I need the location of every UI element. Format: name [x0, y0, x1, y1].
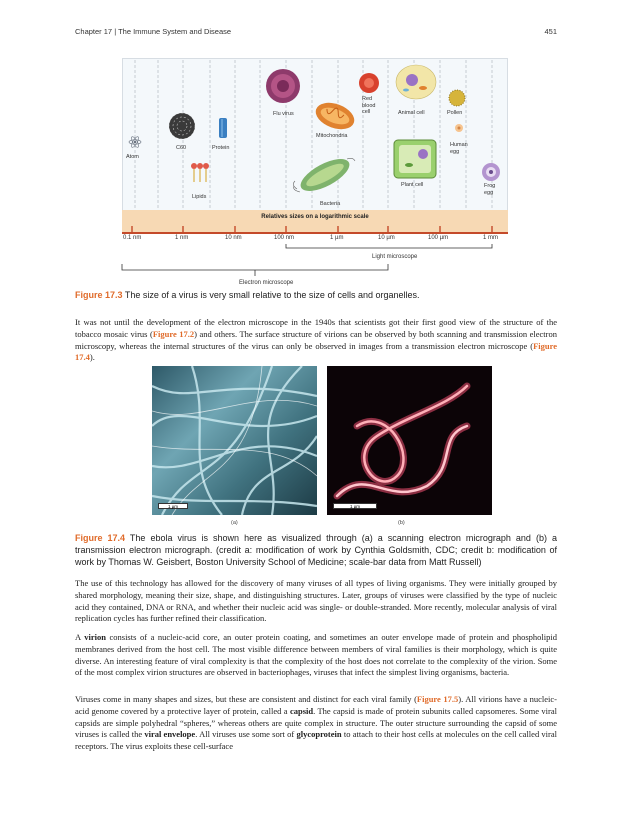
light-microscope-bracket: [286, 244, 492, 248]
label-lipids: Lipids: [192, 194, 207, 200]
label-mitochondria: Mitochondria: [316, 133, 348, 139]
label-plant-cell: Plant cell: [401, 182, 424, 188]
tick-label-3: 100 nm: [274, 235, 295, 241]
tick-label-6: 100 µm: [428, 235, 449, 241]
figure-17-2-link[interactable]: Figure 17.2: [152, 328, 195, 339]
term-viral-envelope: viral envelope: [144, 729, 196, 740]
label-protein: Protein: [212, 145, 230, 151]
paragraph-capsid: Viruses come in many shapes and sizes, but these are consistent and distinct for each viral family (Figure 17.5). All virions have a nucleic-acid genome covered by a protective layer of protein, called a capsid. The capsid is made of protein subunits called capsomeres. Some viral capsids are simple polyhedral “spheres,” whereas others are quite complex in structure. The outer structure surrounding the capsid of some viruses is called the viral envelope. All viruses use some sort of glycoprotein to attach to their host cells at molecules on the cell called viral receptors. The virus exploits these cell-surface: [75, 694, 557, 752]
tick-label-5: 10 µm: [378, 235, 395, 241]
paragraph-virion: A virion consists of a nucleic-acid core, an outer protein coating, and sometimes an outer envelope made of protein and phospholipid membranes derived from the host cell. The most visible difference between members of viral families is their morphology, which is quite diverse. An interesting feature of viral complexity is that the complexity of the host does not correlate to the complexity of the virion. Some of the most complex virion structures are observed in bacteriophages, viruses that infect the simplest living organisms, bacteria.: [75, 632, 557, 678]
tick-label-7: 1 mm: [483, 235, 498, 241]
label-human-egg: Human egg: [450, 142, 468, 155]
electron-microscope-bracket: [122, 264, 388, 270]
light-microscope-label: Light microscope: [372, 254, 418, 260]
label-frog-egg: Frog egg: [484, 183, 496, 196]
axis-ticks-and-brackets: [120, 58, 510, 290]
label-flu-virus: Flu virus: [273, 111, 294, 117]
electron-microscope-label: Electron microscope: [239, 280, 294, 286]
caption-figure-17-4: [75, 532, 557, 568]
label-atom: Atom: [126, 154, 139, 160]
tick-label-0: 0.1 nm: [123, 235, 142, 241]
label-red-blood-cell: Red blood cell: [362, 96, 376, 115]
ebola-filament-tem: [327, 366, 477, 515]
scale-bar-b: 1 µm: [333, 503, 377, 509]
label-pollen: Pollen: [447, 110, 463, 116]
tick-label-1: 1 nm: [175, 235, 189, 241]
ebola-sem-photo: [152, 366, 317, 515]
caption-figure-17-3: [75, 289, 557, 301]
chapter-title: Chapter 17 | The Immune System and Disease: [75, 27, 232, 36]
ebola-tem-photo: [327, 366, 492, 515]
sublabel-b: (b): [398, 520, 405, 526]
scale-title: Relatives sizes on a logarithmic scale: [261, 214, 369, 220]
caption-figure-number: Figure 17.3: [75, 290, 123, 300]
term-virion: virion: [84, 632, 106, 642]
figure-17-3-size-scale: [120, 58, 510, 290]
page-number: 451: [544, 27, 557, 36]
term-glycoprotein: glycoprotein: [296, 729, 342, 740]
caption-text: The size of a virus is very small relative to the size of cells and organelles.: [122, 290, 420, 300]
label-animal-cell: Animal cell: [398, 110, 425, 116]
caption-figure-number: Figure 17.4: [75, 533, 126, 543]
term-capsid: capsid: [289, 705, 314, 716]
label-bacteria: Bacteria: [320, 201, 341, 207]
caption-text: The ebola virus is shown here as visualized through (a) a scanning electron micrograph and (b) a transmission electron micrograph. (credit a: modification of work by Cynthia Goldsmith, CDC; credit b: modification of work by Thomas W. Geisbert, Boston University School of Medicine; scale-bar data from Matt Russell): [75, 533, 557, 567]
paragraph-electron-microscope: It was not until the development of the electron microscope in the 1940s that scientists got their first good view of the structure of the tobacco mosaic virus (Figure 17.2) and others. The surface structure of virions can be observed by both scanning and transmission electron microscopy, whereas the internal structures of the virus can only be observed in images from a transmission electron microscope (Figure 17.4).: [75, 317, 557, 363]
tick-label-2: 10 nm: [225, 235, 242, 241]
scale-bar-a: 1 µm: [158, 503, 188, 509]
ebola-filaments-sem: [152, 366, 317, 515]
figure-17-5-link[interactable]: Figure 17.5: [416, 694, 459, 704]
figure-17-4-link[interactable]: Figure 17.4: [75, 340, 557, 363]
label-c60: C60: [176, 145, 187, 151]
sublabel-a: (a): [231, 520, 238, 526]
tick-label-4: 1 µm: [330, 235, 344, 241]
paragraph-classification: The use of this technology has allowed for the discovery of many viruses of all types of living organisms. They were initially grouped by shared morphology, meaning their size, shape, and distinguishing structures. Later, groups of viruses were classified by the type of nucleic acid they contained, DNA or RNA, and whether their nucleic acid was single- or double-stranded. More recently, molecular analysis of viral replication cycles has further refined their classification.: [75, 578, 557, 624]
